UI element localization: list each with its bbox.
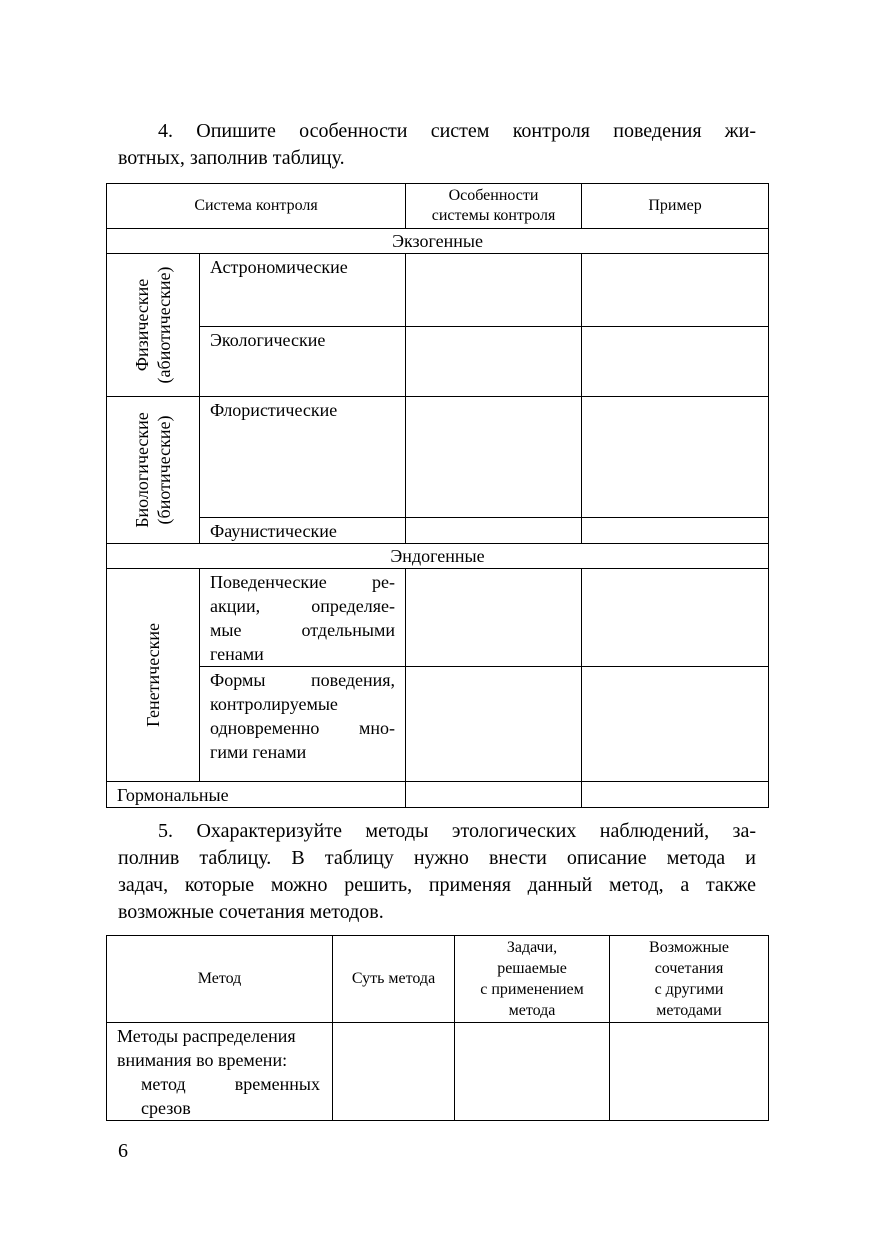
header-essence: Суть метода xyxy=(333,936,455,1023)
question-5-line: возможные сочетания методов. xyxy=(118,901,384,923)
cell-empty[interactable] xyxy=(582,518,769,544)
cell-empty[interactable] xyxy=(455,1023,610,1121)
group-biological-line: Биологические xyxy=(132,412,152,528)
row-floristic: Флористические xyxy=(200,397,406,518)
cell-empty[interactable] xyxy=(406,397,582,518)
cell-empty[interactable] xyxy=(582,569,769,667)
cell-empty[interactable] xyxy=(406,518,582,544)
question-4-line: 4. Опишите особенности систем контроля поведения жи- xyxy=(158,120,756,142)
row-behavior-many-genes xyxy=(200,667,406,782)
row-text-line: акции, определяе- xyxy=(210,596,396,616)
group-biological-line: (биотические) xyxy=(154,415,174,525)
row-ecological: Экологические xyxy=(200,327,406,397)
group-physical-line: (абиотические) xyxy=(154,266,174,384)
cell-empty[interactable] xyxy=(406,327,582,397)
row-text-line: срезов xyxy=(141,1098,191,1118)
cell-empty[interactable] xyxy=(406,254,582,327)
question-4-line: вотных, заполнив таблицу. xyxy=(118,147,345,169)
row-text-line: Поведенческие ре- xyxy=(210,572,396,592)
group-biological xyxy=(107,397,200,544)
question-5-line: задач, которые можно решить, применяя данный метод, а также xyxy=(118,874,756,896)
row-text-line: мые отдельными xyxy=(210,620,396,640)
cell-empty[interactable] xyxy=(582,254,769,327)
row-faunistic: Фаунистические xyxy=(200,518,406,544)
row-text-line: гими генами xyxy=(210,742,307,762)
cell-empty[interactable] xyxy=(582,397,769,518)
row-text-line: внимания во времени: xyxy=(117,1050,288,1070)
header-features-line: Особенности xyxy=(448,187,539,204)
cell-empty[interactable] xyxy=(406,569,582,667)
header-combinations-line: Возможные xyxy=(649,939,729,956)
row-text-line: Методы распределения xyxy=(117,1026,296,1046)
row-text-line: одновременно мно- xyxy=(210,718,396,738)
page-number: 6 xyxy=(118,1140,128,1162)
header-combinations-line: методами xyxy=(656,1002,722,1019)
header-tasks-line: решаемые xyxy=(497,960,567,977)
section-endogenous: Эндогенные xyxy=(107,544,769,569)
row-time-distribution-method xyxy=(107,1023,333,1121)
cell-empty[interactable] xyxy=(582,327,769,397)
cell-empty[interactable] xyxy=(333,1023,455,1121)
control-systems-table xyxy=(106,183,769,808)
header-combinations-line: сочетания xyxy=(654,960,724,977)
group-genetic-label: Генетические xyxy=(143,623,163,727)
question-5 xyxy=(118,818,756,926)
header-tasks-line: с применением xyxy=(480,981,584,998)
header-tasks-line: Задачи, xyxy=(506,939,558,956)
question-5-line: полнив таблицу. В таблицу нужно внести описание метода и xyxy=(118,847,756,869)
group-physical xyxy=(107,254,200,397)
question-5-line: 5. Охарактеризуйте методы этологических наблюдений, за- xyxy=(158,820,756,842)
section-exogenous: Экзогенные xyxy=(107,229,769,254)
question-4 xyxy=(118,118,756,172)
header-control-system: Система контроля xyxy=(107,184,406,229)
header-features-line: системы контроля xyxy=(431,207,556,224)
row-astronomical: Астрономические xyxy=(200,254,406,327)
row-text-line: метод временных xyxy=(141,1074,320,1094)
header-example: Пример xyxy=(582,184,769,229)
header-method: Метод xyxy=(107,936,333,1023)
methods-table xyxy=(106,935,769,1121)
header-combinations-line: с другими xyxy=(654,981,724,998)
cell-empty[interactable] xyxy=(406,782,582,808)
header-tasks-line: метода xyxy=(508,1002,556,1019)
cell-empty[interactable] xyxy=(582,667,769,782)
cell-empty[interactable] xyxy=(406,667,582,782)
header-combinations xyxy=(610,936,769,1023)
header-tasks xyxy=(455,936,610,1023)
row-behavior-single-genes xyxy=(200,569,406,667)
row-text-line: генами xyxy=(210,644,264,664)
row-text-line: контролируемые xyxy=(210,694,338,714)
header-features xyxy=(406,184,582,229)
row-text-line: Формы поведения, xyxy=(210,670,396,690)
cell-empty[interactable] xyxy=(582,782,769,808)
group-genetic xyxy=(107,569,200,782)
row-hormonal: Гормональные xyxy=(107,782,406,808)
cell-empty[interactable] xyxy=(610,1023,769,1121)
group-physical-line: Физические xyxy=(132,278,152,372)
